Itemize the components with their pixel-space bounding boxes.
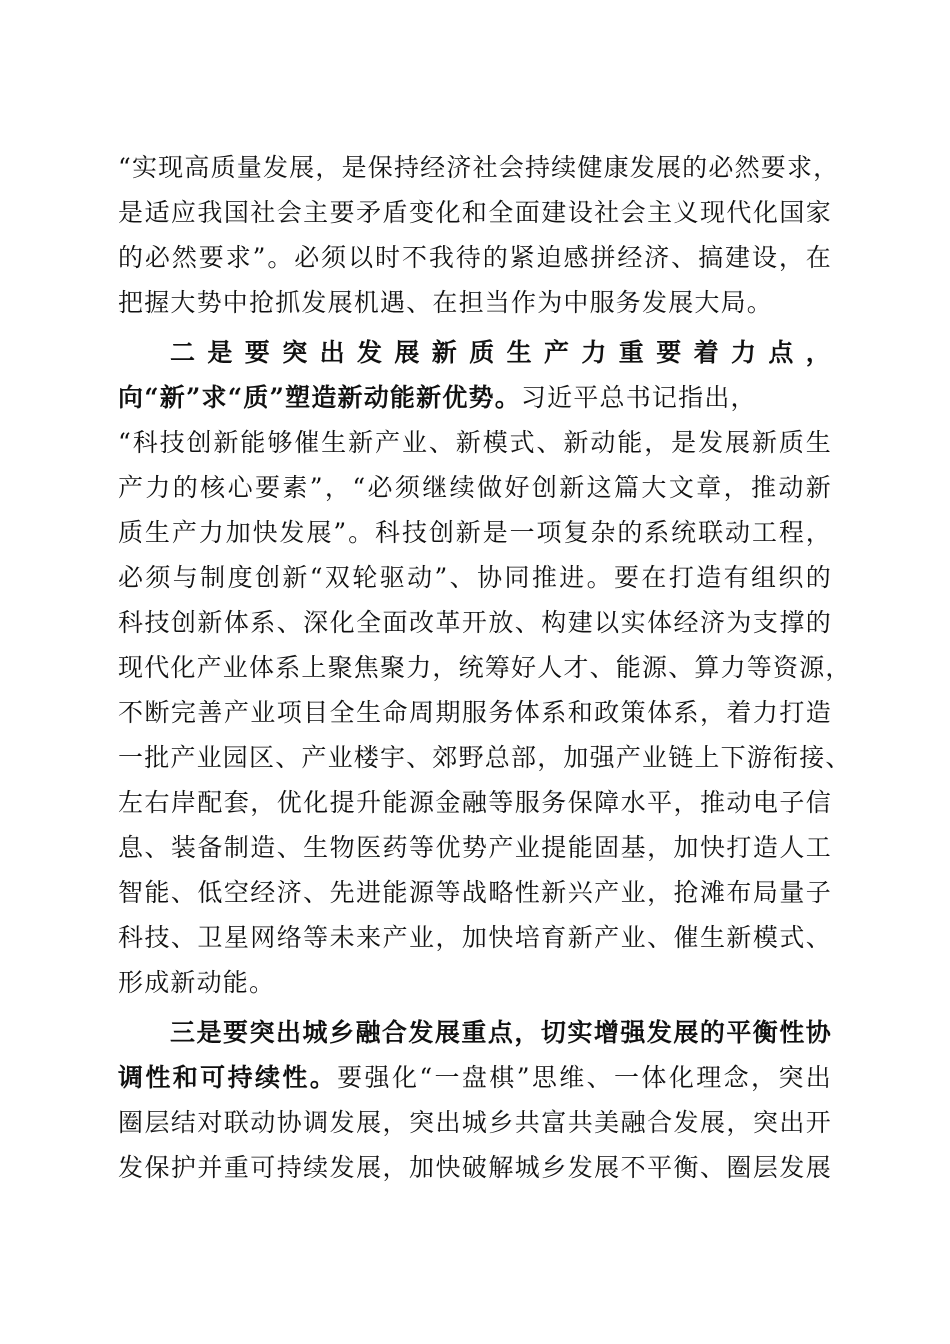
text-line: 一批产业园区、产业楼宇、郊野总部，加强产业链上下游衔接、 [118,743,852,772]
text-line: 的必然要求”。必须以时不我待的紧迫感拼经济、搞建设，在 [118,243,832,272]
text-line: 把握大势中抢抓发展机遇、在担当作为中服务发展大局。 [118,288,774,317]
text-line: “实现高质量发展，是保持经济社会持续健康发展的必然要求， [118,153,840,182]
text-line: 智能、低空经济、先进能源等战略性新兴产业，抢滩布局量子 [118,878,832,907]
text-line: “科技创新能够催生新产业、新模式、新动能，是发展新质生 [118,428,832,457]
text-span: 要强化“一盘棋”思维、一体化理念，突出 [337,1063,832,1092]
section-heading-3-continued: 调性和可持续性。 [118,1063,338,1092]
text-span: 习近平总书记指出， [520,383,757,412]
text-line: 产力的核心要素”，“必须继续做好创新这篇大文章，推动新 [118,473,832,502]
section-heading-3: 三是要突出城乡融合发展重点，切实增强发展的平衡性协 [170,1018,832,1047]
section-heading-2-continued: 向“新”求“质”塑造新动能新优势。 [118,383,521,412]
section-heading-2: 二是要突出发展新质生产力重要着力点， [170,338,832,367]
text-line: 是适应我国社会主要矛盾变化和全面建设社会主义现代化国家 [118,198,832,227]
text-line: 圈层结对联动协调发展，突出城乡共富共美融合发展，突出开 [118,1108,832,1137]
text-line [118,1062,832,1094]
text-line: 科技、卫星网络等未来产业，加快培育新产业、催生新模式、 [118,923,832,952]
text-line: 形成新动能。 [118,968,276,997]
text-line: 不断完善产业项目全生命周期服务体系和政策体系，着力打造 [118,698,832,727]
text-line: 必须与制度创新“双轮驱动”、协同推进。要在打造有组织的 [118,563,832,592]
text-line: 发保护并重可持续发展，加快破解城乡发展不平衡、圈层发展 [118,1153,832,1182]
text-line: 科技创新体系、深化全面改革开放、构建以实体经济为支撑的 [118,608,832,637]
text-line: 左右岸配套，优化提升能源金融等服务保障水平，推动电子信 [118,788,832,817]
text-line: 质生产力加快发展”。科技创新是一项复杂的系统联动工程， [118,518,832,547]
text-line [118,382,832,414]
text-line: 息、装备制造、生物医药等优势产业提能固基，加快打造人工 [118,833,832,862]
text-line: 现代化产业体系上聚焦聚力，统筹好人才、能源、算力等资源， [118,653,852,682]
